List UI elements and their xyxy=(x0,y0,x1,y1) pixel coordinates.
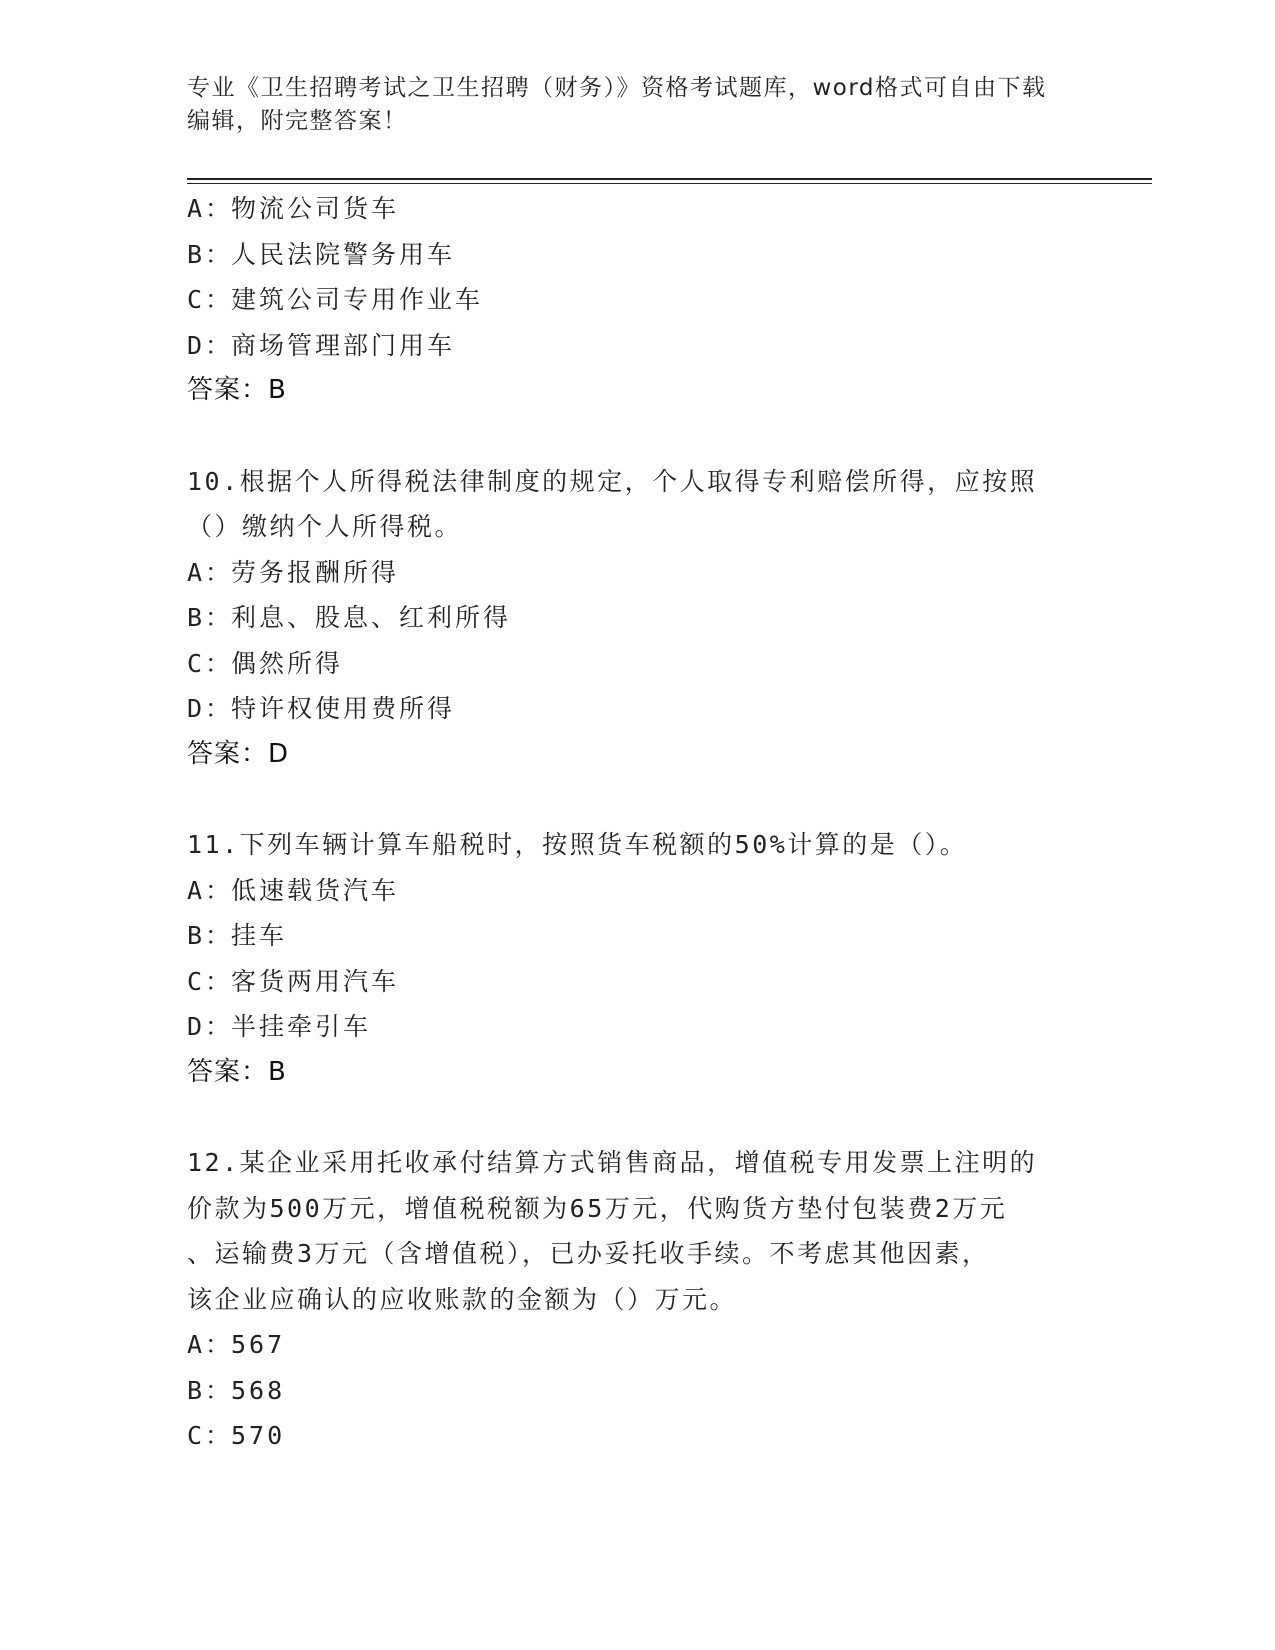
option-key: C： xyxy=(187,966,234,996)
option-key: B： xyxy=(187,1375,234,1405)
option-text: 特许权使用费所得 xyxy=(231,694,456,723)
header-line-2: 编辑，附完整答案！ xyxy=(187,108,408,134)
option-a xyxy=(187,550,1077,596)
option-b xyxy=(187,1368,1077,1414)
question-text-line: 10.根据个人所得税法律制度的规定，个人取得专利赔偿所得，应按照 xyxy=(187,466,1038,496)
question-text-line: 12.某企业采用托收承付结算方式销售商品，增值税专用发票上注明的 xyxy=(187,1148,1038,1177)
question-9 xyxy=(187,186,1077,414)
answer-line: 答案：D xyxy=(187,738,290,769)
question-text-line: （）缴纳个人所得税。 xyxy=(187,512,463,541)
header-line-1: 专业《卫生招聘考试之卫生招聘（财务）》资格考试题库，word格式可自由下载 xyxy=(187,75,1047,101)
option-text: 挂车 xyxy=(231,921,288,950)
question-12 xyxy=(187,1140,1077,1459)
question-11 xyxy=(187,822,1077,1095)
option-key: C： xyxy=(187,285,234,314)
option-key: B： xyxy=(187,603,234,632)
option-c xyxy=(187,277,1077,323)
option-text: 低速载货汽车 xyxy=(231,875,400,905)
option-text: 建筑公司专用作业车 xyxy=(231,285,484,314)
option-text: 劳务报酬所得 xyxy=(231,557,400,587)
option-key: A： xyxy=(187,875,234,905)
option-d xyxy=(187,1004,1077,1050)
option-b xyxy=(187,232,1077,278)
option-text: 人民法院警务用车 xyxy=(231,239,456,269)
option-key: B： xyxy=(187,921,234,950)
option-c xyxy=(187,959,1077,1005)
answer-line: 答案：B xyxy=(187,375,287,405)
question-text-line: 11.下列车辆计算车船税时，按照货车税额的50%计算的是（）。 xyxy=(187,830,968,859)
option-text: 567 xyxy=(231,1330,286,1359)
option-key: C： xyxy=(187,648,234,678)
header-divider-thin xyxy=(187,183,1152,184)
option-key: A： xyxy=(187,194,234,223)
option-text: 偶然所得 xyxy=(231,648,344,678)
question-text-line: 价款为500万元，增值税税额为65万元，代购货方垫付包装费2万元 xyxy=(187,1193,1008,1223)
option-b xyxy=(187,595,1077,641)
option-text: 570 xyxy=(231,1421,286,1450)
question-text-line: 该企业应确认的应收账款的金额为（）万元。 xyxy=(187,1284,738,1314)
option-key: A： xyxy=(187,1330,234,1359)
document-header xyxy=(187,72,1067,138)
option-d xyxy=(187,323,1077,369)
option-key: D： xyxy=(187,1012,234,1041)
option-key: B： xyxy=(187,239,234,269)
option-text: 568 xyxy=(231,1375,286,1405)
option-key: A： xyxy=(187,557,234,587)
option-a xyxy=(187,868,1077,914)
option-c xyxy=(187,641,1077,687)
option-text: 物流公司货车 xyxy=(231,194,400,223)
option-a xyxy=(187,1322,1077,1368)
option-text: 客货两用汽车 xyxy=(231,966,400,996)
option-a xyxy=(187,186,1077,232)
spacer xyxy=(187,1095,1077,1140)
question-text-line: 、运输费3万元（含增值税），已办妥托收手续。不考虑其他因素， xyxy=(187,1239,990,1268)
answer-line: 答案：B xyxy=(187,1056,287,1087)
option-d xyxy=(187,686,1077,732)
spacer xyxy=(187,777,1077,822)
option-text: 半挂牵引车 xyxy=(231,1012,372,1041)
question-10 xyxy=(187,459,1077,778)
option-c xyxy=(187,1413,1077,1459)
option-key: D： xyxy=(187,694,234,723)
option-key: C： xyxy=(187,1421,234,1450)
option-key: D： xyxy=(187,330,234,360)
header-divider-thick xyxy=(187,178,1152,180)
spacer xyxy=(187,414,1077,459)
option-text: 商场管理部门用车 xyxy=(231,330,456,360)
option-text: 利息、股息、红利所得 xyxy=(231,603,512,632)
question-list xyxy=(187,186,1077,1459)
option-b xyxy=(187,913,1077,959)
